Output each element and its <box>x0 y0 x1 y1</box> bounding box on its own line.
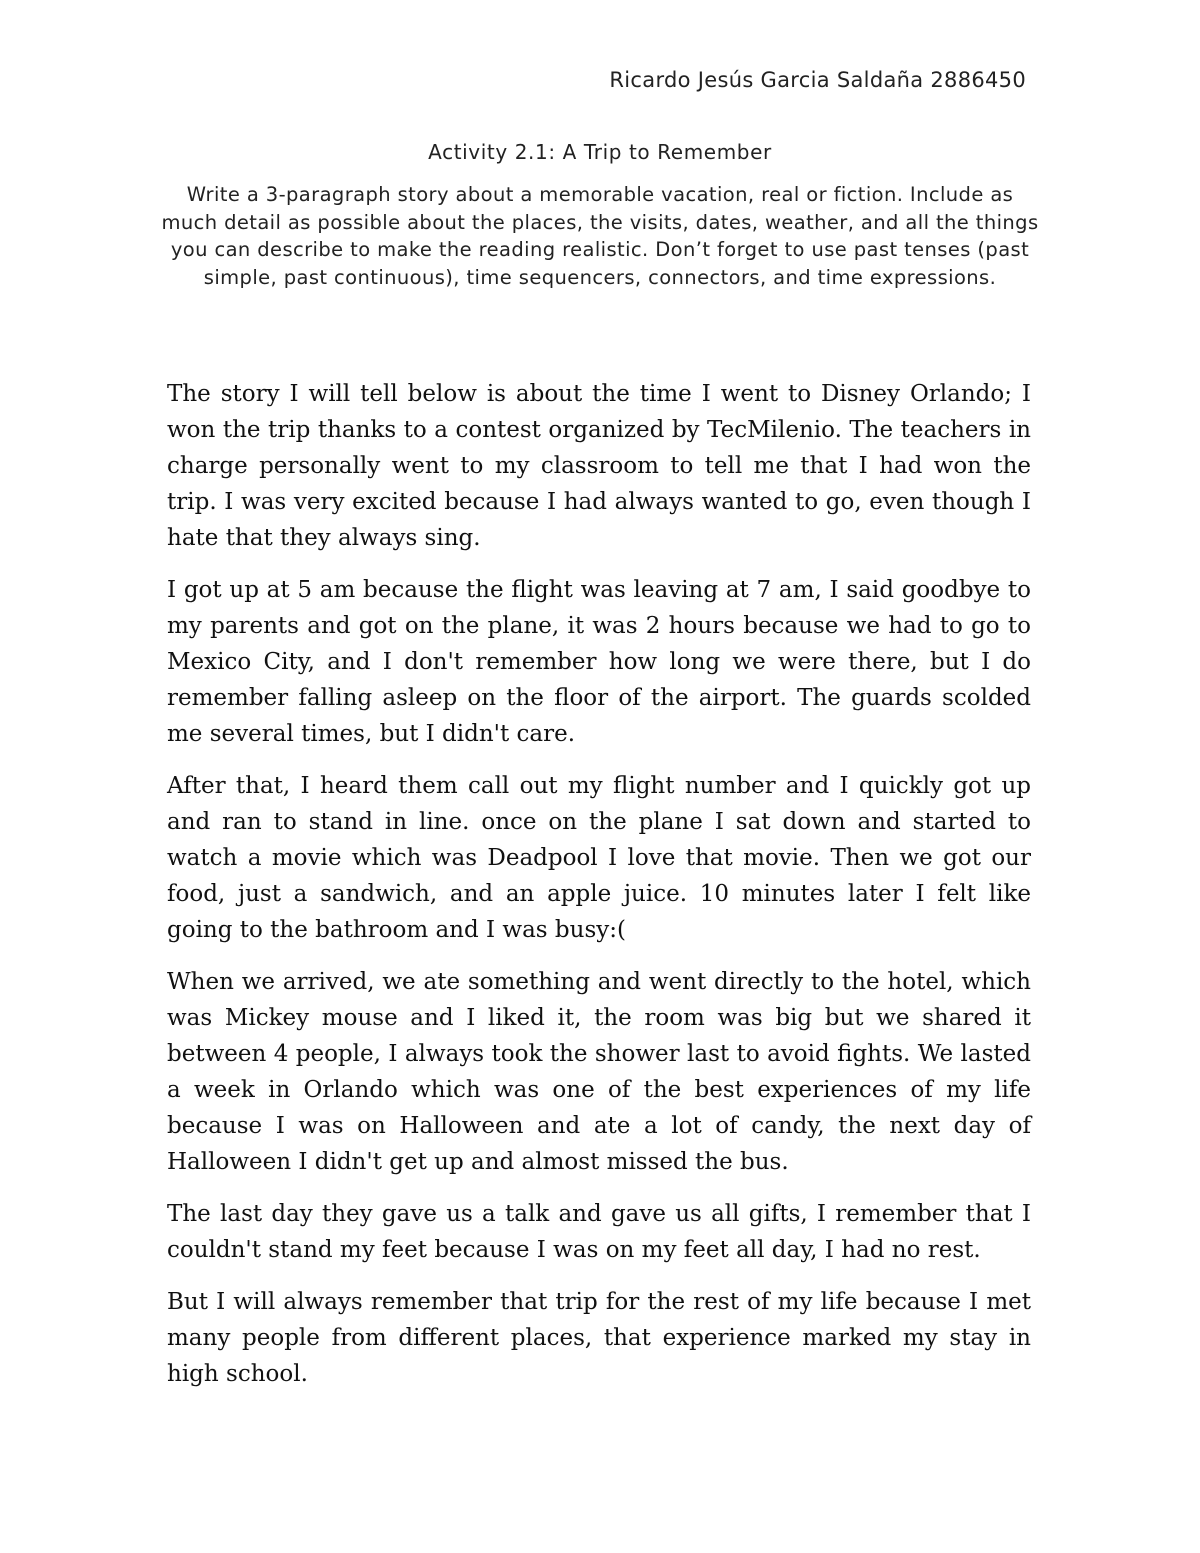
story-paragraph-2: I got up at 5 am because the flight was leaving at 7 am, I said goodbye to my parents and got on the plane, it was 2 hours because we had to go to Mexico City, and I don't remember how long we were there, but I do remember falling asleep on the floor of the airport. The guards scolded me several times, but I didn't care. <box>167 577 1031 747</box>
story-paragraph-4: When we arrived, we ate something and went directly to the hotel, which was Mickey mouse and I liked it, the room was big but we shared it between 4 people, I always took the shower last to avoid fights. We lasted a week in Orlando which was one of the best experiences of my life because I was on Halloween and ate a lot of candy, the next day of Halloween I didn't get up and almost missed the bus. <box>167 969 1031 1175</box>
assignment-title: Activity 2.1: A Trip to Remember <box>428 140 772 164</box>
author-header: Ricardo Jesús Garcia Saldaña 2886450 <box>609 68 1026 92</box>
story-paragraph-5: The last day they gave us a talk and gave us all gifts, I remember that I couldn't stand my feet because I was on my feet all day, I had no rest. <box>167 1201 1031 1263</box>
story-paragraph-3: After that, I heard them call out my flight number and I quickly got up and ran to stand in line. once on the plane I sat down and started to watch a movie which was Deadpool I love that movie. Then we got our food, just a sandwich, and an apple juice. 10 minutes later I felt like going to the bathroom and I was busy:( <box>167 773 1031 943</box>
assignment-instructions: Write a 3-paragraph story about a memorable vacation, real or fiction. Include as much detail as possible about the places, the visits, dates, weather, and all the things you can describe to make the reading realistic. Don’t forget to use past tenses (past simple, past continuous), time sequencers, connectors, and time expressions. <box>161 183 1039 289</box>
story-paragraph-1: The story I will tell below is about the time I went to Disney Orlando; I won the trip thanks to a contest organized by TecMilenio. The teachers in charge personally went to my classroom to tell me that I had won the trip. I was very excited because I had always wanted to go, even though I hate that they always sing. <box>167 381 1031 551</box>
story-body <box>167 376 1031 1408</box>
story-paragraph-6: But I will always remember that trip for the rest of my life because I met many people from different places, that experience marked my stay in high school. <box>167 1289 1031 1387</box>
